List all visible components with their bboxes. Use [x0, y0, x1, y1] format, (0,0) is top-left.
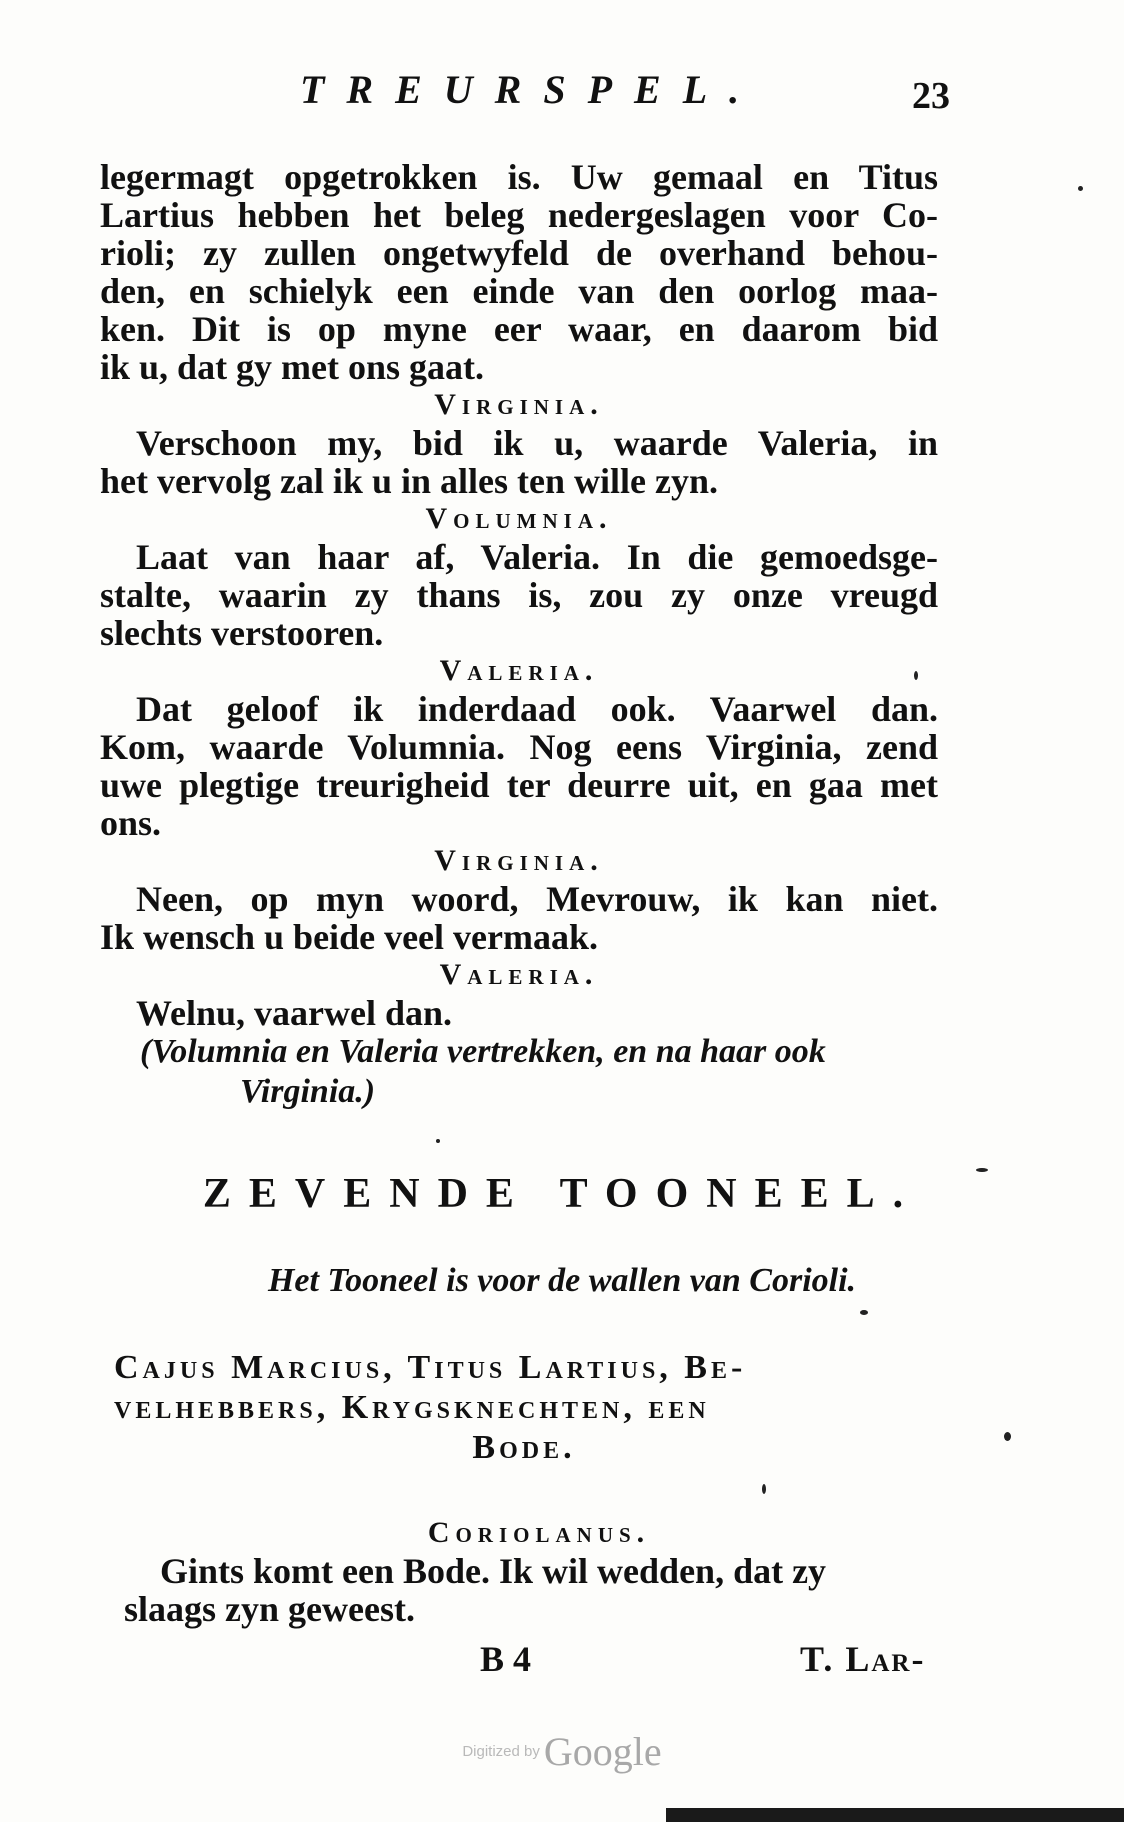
scene-title: ZEVENDE TOONEEL. [202, 1171, 922, 1217]
text-line: slaags zyn geweest. [124, 1589, 415, 1629]
scene-setting: Het Tooneel is voor de wallen van Corioli. [267, 1262, 857, 1299]
text-line: stalte, waarin zy thans is, zou zy onze vreugd [100, 575, 938, 615]
dialogue-block [100, 158, 938, 1112]
ink-speck [976, 1168, 988, 1172]
digitization-watermark [0, 1728, 1124, 1775]
speaker-name: Volumnia. [425, 502, 613, 535]
stage-direction: Virginia.) [240, 1073, 376, 1110]
text-line: Neen, op myn woord, Mevrouw, ik kan niet. [136, 879, 938, 919]
watermark-prefix: Digitized by [462, 1743, 540, 1760]
text-line: uwe plegtige treurigheid ter deurre uit, en gaa met [100, 765, 938, 805]
persons-line: Bode. [472, 1429, 576, 1466]
ink-speck [1078, 186, 1083, 191]
text-line: het vervolg zal ik u in alles ten wille zyn. [100, 461, 718, 501]
catchword: T. Lar- [800, 1639, 926, 1679]
text-line: slechts verstooren. [100, 613, 384, 653]
speaker-name: Coriolanus. [427, 1516, 651, 1549]
text-line: legermagt opgetrokken is. Uw gemaal en Titus [100, 157, 938, 197]
text-line: Laat van haar af, Valeria. In die gemoedsge- [136, 537, 938, 577]
scan-edge [666, 1808, 1124, 1822]
text-line: ons. [100, 803, 162, 843]
text-line: Dat geloof ik inderdaad ook. Vaarwel dan. [136, 689, 938, 729]
ink-speck [1004, 1432, 1011, 1441]
signature-mark: B 4 [480, 1639, 532, 1679]
text-line: Gints komt een Bode. Ik wil wedden, dat zy [160, 1551, 827, 1591]
ink-speck [436, 1139, 440, 1143]
page-footer [0, 1638, 1124, 1682]
text-line: rioli; zy zullen ongetwyfeld de overhand behou- [100, 233, 938, 273]
text-line: Verschoon my, bid ik u, waarde Valeria, in [136, 423, 938, 463]
text-line: Lartius hebben het beleg nedergeslagen voor Co- [100, 195, 938, 235]
speaker-name: Virginia. [434, 844, 604, 877]
speaker-name: Valeria. [439, 958, 599, 991]
scene-dialogue [124, 1514, 954, 1628]
google-logo: Google [543, 1729, 662, 1774]
persons-line: Cajus Marcius, Titus Lartius, Be- [114, 1349, 747, 1386]
text-line: Kom, waarde Volumnia. Nog eens Virginia, zend [100, 727, 938, 767]
page-number: 23 [912, 75, 950, 117]
ink-speck [860, 1310, 868, 1315]
text-line: den, en schielyk een einde van den oorlog maa- [100, 271, 938, 311]
ink-speck [914, 671, 918, 680]
stage-direction: (Volumnia en Valeria vertrekken, en na haar ook [140, 1033, 826, 1070]
dramatis-personae [114, 1348, 934, 1468]
ink-speck [762, 1484, 766, 1494]
speaker-name: Virginia. [434, 388, 604, 421]
text-line: ken. Dit is op myne eer waar, en daarom bid [100, 309, 938, 349]
speaker-name: Valeria. [439, 654, 599, 687]
running-title: TREURSPEL. [300, 67, 762, 112]
text-line: ik u, dat gy met ons gaat. [100, 347, 485, 387]
text-line: Welnu, vaarwel dan. [136, 993, 453, 1033]
persons-line: velhebbers, Krygsknechten, een [114, 1389, 710, 1426]
text-line: Ik wensch u beide veel vermaak. [100, 917, 598, 957]
